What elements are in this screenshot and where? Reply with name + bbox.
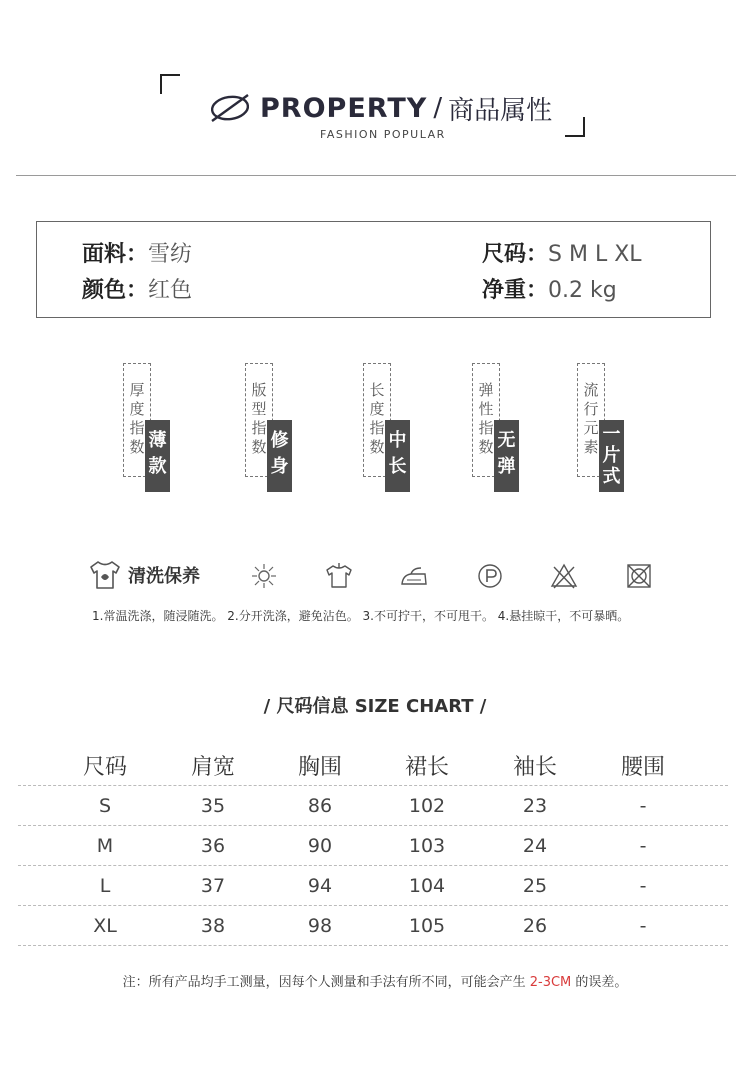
- table-cell: 103: [408, 835, 446, 857]
- index-label: 版型指数: [251, 381, 267, 456]
- note-suffix: 的误差。: [575, 975, 628, 990]
- size-table-header: [18, 753, 728, 786]
- section-title: [208, 88, 552, 128]
- table-cell: -: [639, 915, 647, 937]
- title-separator: /: [433, 93, 443, 123]
- wash-care-label: 清洗保养: [128, 566, 200, 587]
- hang-dry-icon: [324, 562, 354, 590]
- table-cell: 90: [307, 835, 333, 857]
- table-cell: 36: [200, 835, 226, 857]
- title-en: PROPERTY: [260, 92, 428, 124]
- table-cell: -: [639, 795, 647, 817]
- wash-care-notes: 1.常温洗涤，随浸随洗。 2.分开洗涤，避免沾色。 3.不可拧干，不可甩干。 4.悬挂晾干，不可暴晒。: [92, 609, 630, 623]
- section-subtitle: FASHION POPULAR: [320, 128, 446, 141]
- table-row: [18, 866, 728, 906]
- table-cell: 26: [522, 915, 548, 937]
- iron-icon: [399, 562, 429, 590]
- index-value: 一片式: [599, 420, 624, 492]
- attribute-box: [36, 221, 711, 318]
- attr-color: [82, 273, 192, 304]
- attr-fabric-value: 雪纺: [148, 242, 193, 267]
- table-cell: 94: [307, 875, 333, 897]
- wash-care-title: [88, 558, 200, 592]
- table-cell: 25: [522, 875, 548, 897]
- table-cell: -: [639, 875, 647, 897]
- index-label: 流行元素: [583, 381, 599, 456]
- table-cell: M: [96, 835, 114, 857]
- index-value: 薄款: [145, 420, 170, 492]
- table-cell: 37: [200, 875, 226, 897]
- table-row: [18, 786, 728, 826]
- no-bleach-icon: [549, 562, 579, 590]
- tshirt-icon: [88, 558, 122, 592]
- table-cell: 102: [408, 795, 446, 817]
- index-label: 厚度指数: [129, 381, 145, 456]
- attr-size-label: 尺码：: [482, 242, 549, 267]
- table-row: [18, 826, 728, 866]
- attr-weight-value: 0.2 kg: [548, 278, 617, 303]
- table-cell: 86: [307, 795, 333, 817]
- header-cell: 裙长: [404, 755, 449, 780]
- header-cell: 腰围: [620, 755, 665, 780]
- attr-size-value: S M L XL: [548, 242, 642, 267]
- index-value: 中长: [385, 420, 410, 492]
- size-chart-title: / 尺码信息 SIZE CHART /: [263, 696, 487, 717]
- wash-care-row: [0, 556, 750, 596]
- measurement-note: [0, 971, 750, 990]
- attr-color-label: 颜色：: [82, 278, 149, 303]
- header-cell: 胸围: [297, 755, 342, 780]
- table-row: [18, 906, 728, 946]
- table-cell: 23: [522, 795, 548, 817]
- table-cell: 104: [408, 875, 446, 897]
- header-cell: 肩宽: [190, 755, 235, 780]
- index-value: 修身: [267, 420, 292, 492]
- professional-clean-icon: [475, 562, 505, 590]
- table-cell: 35: [200, 795, 226, 817]
- title-zh: 商品属性: [448, 95, 553, 126]
- attr-fabric-label: 面料：: [82, 242, 149, 267]
- table-cell: 38: [200, 915, 226, 937]
- no-tumble-dry-icon: [624, 562, 654, 590]
- table-cell: S: [98, 795, 112, 817]
- header-divider: [16, 175, 736, 176]
- corner-top-left: [160, 74, 180, 94]
- attr-weight-label: 净重：: [482, 278, 549, 303]
- note-range: 2-3CM: [529, 975, 572, 990]
- table-cell: XL: [93, 915, 117, 937]
- attr-weight: [482, 273, 617, 304]
- property-logo-icon: [208, 93, 252, 123]
- table-cell: 24: [522, 835, 548, 857]
- header-cell: 尺码: [82, 755, 127, 780]
- attr-color-value: 红色: [148, 278, 193, 303]
- header-cell: 袖长: [512, 755, 557, 780]
- size-table: [18, 753, 728, 946]
- table-cell: 105: [408, 915, 446, 937]
- corner-bottom-right: [565, 117, 585, 137]
- attr-fabric: [82, 237, 192, 268]
- index-value: 无弹: [494, 420, 519, 492]
- index-label: 弹性指数: [478, 381, 494, 456]
- table-cell: 98: [307, 915, 333, 937]
- table-cell: L: [99, 875, 111, 897]
- table-cell: -: [639, 835, 647, 857]
- note-prefix: 注：所有产品均手工测量，因每个人测量和手法有所不同，可能会产生: [122, 975, 526, 990]
- index-label: 长度指数: [369, 381, 385, 456]
- sun-dry-icon: [249, 562, 279, 590]
- attr-size: [482, 237, 642, 268]
